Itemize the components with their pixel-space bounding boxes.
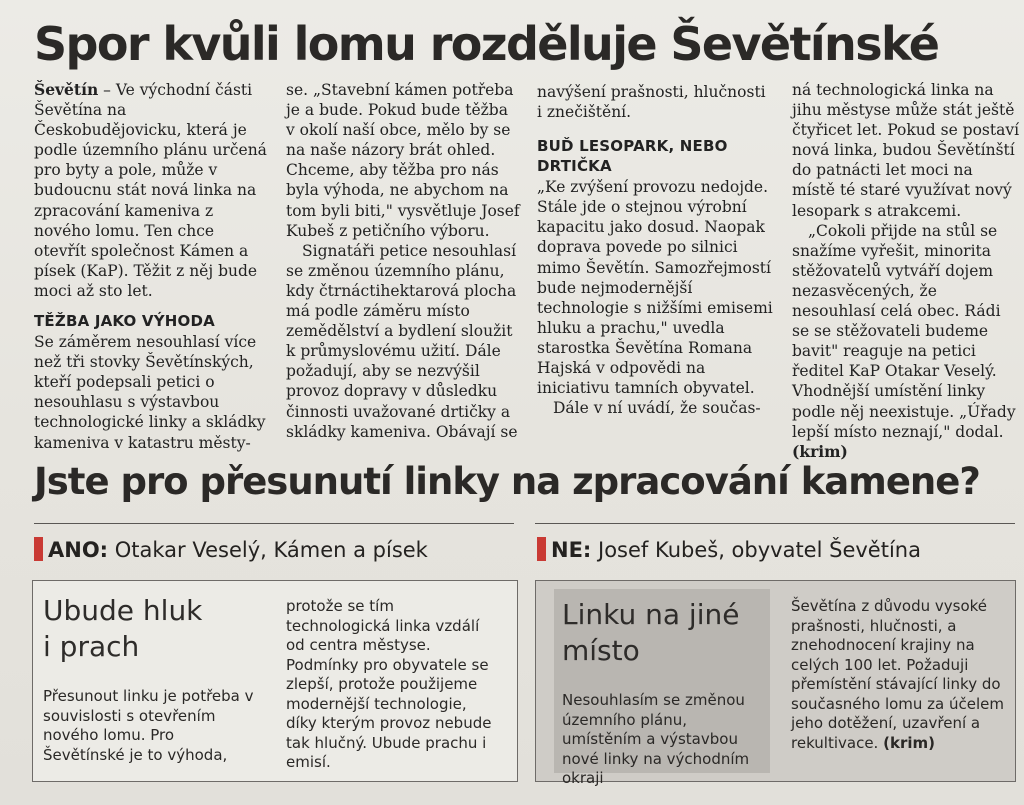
no-opinion-text-left: Nesouhlasím se změnou územního plánu, umístěním a výstavbou nové linky na východním okraji: [562, 691, 750, 787]
article-paragraph: ná technologická linka na jihu městyse může stát ještě čtyřicet let. Pokud se postaví nová linka, budou Ševětínští do patnácti let moci na místě té staré využívat nový lesopark s atrakcemi.: [792, 81, 1020, 220]
yes-key: ANO:: [48, 538, 109, 562]
title-line: Linku na jiné: [562, 598, 740, 631]
no-opinion-title: [562, 597, 739, 669]
opinion-text: Ševětína z důvodu vysoké prašnosti, hlučnosti, a znehodnocení krajiny na celých 100 let. Požaduji přemístění stávající linky do současného lomu za účelem jeho dotěžení, uzavření a rekultivace.: [791, 597, 1004, 752]
subheading: TĚŽBA JAKO VÝHODA: [34, 312, 215, 331]
article-paragraph: „Ke zvýšení provozu nedojde. Stále jde o stejnou výrobní kapacitu jako dosud. Naopak doprava povede po silnici mimo Ševětín. Samozřejmostí bude nejmodernější technologie s nižšími emisemi hluku a prachu," uvedla starostka Ševětína Romana Hajská v odpovědi na iniciativu tamních obyvatel.: [537, 178, 773, 398]
author-signature: (krim): [883, 733, 935, 752]
yes-opinion-text-left: Přesunout linku je potřeba v souvislosti s otevřením nového lomu. Pro Ševětínské je to výhoda,: [43, 687, 254, 764]
yes-respondent-label: [34, 532, 428, 568]
divider: [34, 523, 514, 524]
author-signature: (krim): [792, 441, 848, 461]
no-opinion-text-right: [791, 597, 1005, 753]
poll-question: Jste pro přesunutí linky na zpracování kamene?: [34, 460, 980, 503]
yes-opinion-title: [43, 593, 202, 665]
no-opinion-box: [535, 580, 1016, 787]
red-marker: [537, 537, 546, 561]
yes-opinion-box: [32, 580, 518, 782]
article-paragraph: se. „Stavební kámen potřeba je a bude. Pokud bude těžba v okolí naší obce, mělo by se na naše názory brát ohled. Chceme, aby těžba pro nás byla výhoda, ne abychom na tom byli biti," vysvětluje Josef Kubeš z petičního výboru.: [286, 81, 520, 240]
subheading: BUĎ LESOPARK, NEBO DRTIČKA: [537, 137, 728, 176]
article-headline: Spor kvůli lomu rozděluje Ševětínské: [34, 17, 939, 71]
article-paragraph: Signatáři petice nesouhlasí se změnou územního plánu, kdy čtrnáctihektarová plocha má podle záměru místo zemědělství a bydlení sloužit k průmyslovému užití. Dále požadují, aby se nezvýšil provoz dopravy v důsledku činnosti uvažované drtičky a skládky kameniva. Obávají se: [286, 241, 518, 441]
paragraph-text: „Cokoli přijde na stůl se snažíme vyřešit, minorita stěžovatelů vytváří dojem nezasvěcených, že nesouhlasí celá obec. Rádi se se stěžovateli budeme bavit" reaguje na petici ředitel KaP Otakar Veselý. Vhodnější umístění linky podle něj neexistuje. „Úřady lepší místo neznají," dodal.: [792, 221, 1016, 441]
divider: [535, 523, 1015, 524]
article-paragraph: Se záměrem nesouhlasí více než tři stovky Ševětínských, kteří podepsali petici o nesouhlasu s výstavbou technologické linky a skládky kameniva v katastru městy-: [34, 333, 266, 452]
yes-person: Otakar Veselý, Kámen a písek: [108, 538, 428, 562]
red-marker: [34, 537, 43, 561]
title-line: i prach: [43, 630, 140, 663]
article-column-3: [537, 82, 775, 418]
article-paragraph: navýšení prašnosti, hlučnosti i znečištění.: [537, 83, 766, 122]
no-respondent-label: [537, 532, 921, 568]
title-line: Ubude hluk: [43, 594, 203, 627]
dateline: Ševětín: [34, 80, 99, 99]
yes-opinion-text-right: protože se tím technologická linka vzdálí od centra městyse. Podmínky pro obyvatele se zlepší, protože použijeme modernější technologie, díky kterým provoz nebude tak hlučný. Ubude prachu i emisí.: [286, 597, 492, 771]
article-paragraph: [34, 80, 270, 301]
article-column-4: [792, 80, 1020, 462]
article-column-2: [286, 80, 521, 442]
no-person: Josef Kubeš, obyvatel Ševětína: [591, 538, 921, 562]
article-paragraph: [792, 221, 1020, 462]
article-paragraph: Dále v ní uvádí, že součas-: [553, 399, 761, 418]
article-column-1: [34, 80, 270, 453]
paragraph-text: – Ve východní části Ševětína na Českobudějovicku, která je podle územního plánu určená pro byty a pole, může v budoucnu stát nová linka na zpracování kameniva z nového lomu. Ten chce otevřít společnost Kámen a písek (KaP). Těžit z něj bude moci až sto let.: [34, 81, 267, 300]
title-line: místo: [562, 634, 640, 667]
no-key: NE:: [551, 538, 592, 562]
